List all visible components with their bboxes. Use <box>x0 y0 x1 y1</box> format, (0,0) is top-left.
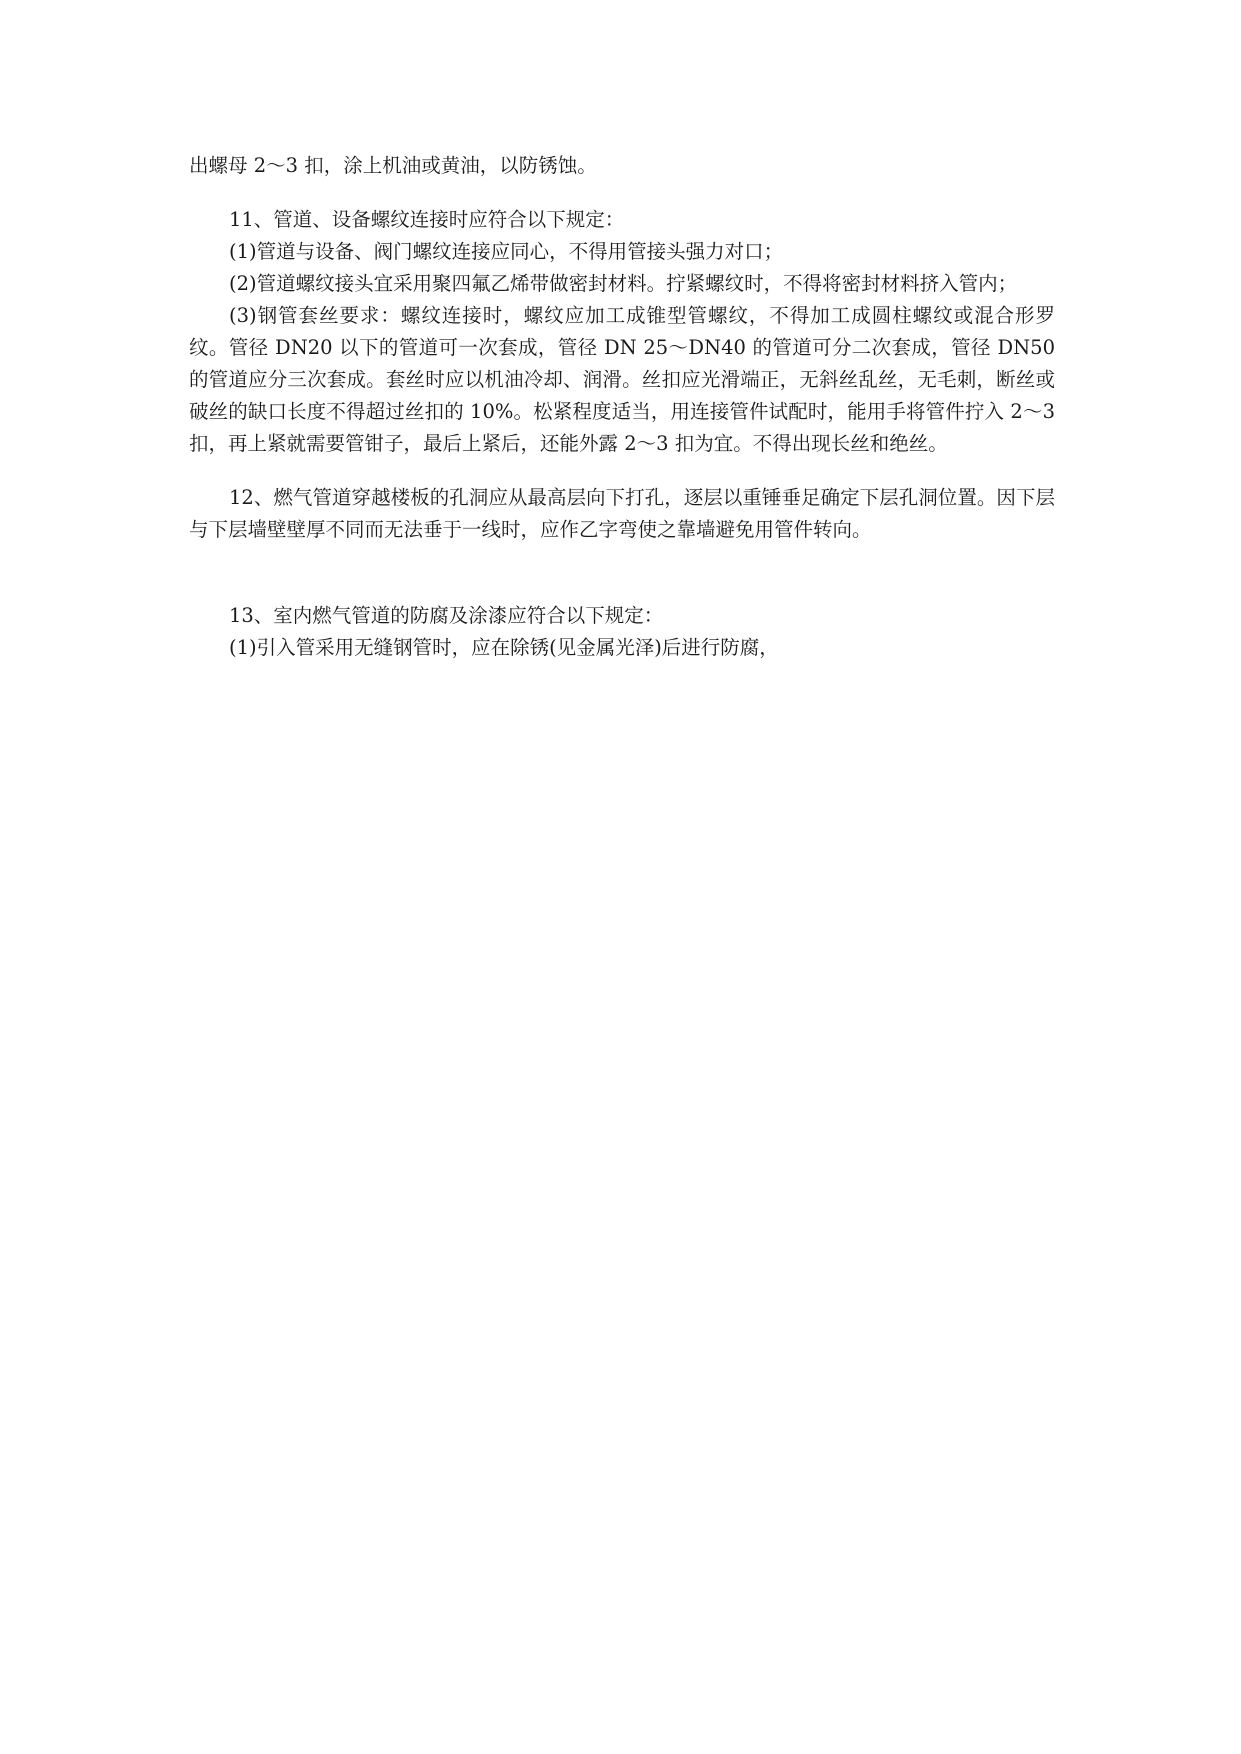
section-11-heading: 11、管道、设备螺纹连接时应符合以下规定： <box>228 208 625 231</box>
section-12-paragraph: 12、燃气管道穿越楼板的孔洞应从最高层向下打孔，逐层以重锤垂足确定下层孔洞位置。因下层与下层墙壁壁厚不同而无法垂于一线时，应作乙字弯使之靠墙避免用管件转向。 <box>189 486 1055 541</box>
paragraph-spacer <box>189 546 1055 600</box>
paragraph-spacer <box>189 460 1055 482</box>
document-body <box>189 150 1055 664</box>
section-11-item-2: (2)管道螺纹接头宜采用聚四氟乙烯带做密封材料。拧紧螺纹时，不得将密封材料挤入管内； <box>228 272 1018 295</box>
section-11-item-3: (3)钢管套丝要求：螺纹连接时，螺纹应加工成锥型管螺纹，不得加工成圆柱螺纹或混合形罗纹。管径 DN20 以下的管道可一次套成，管径 DN 25～DN40 的管道可分二次套成，管径 DN50 的管道应分三次套成。套丝时应以机油冷却、润滑。丝扣应光滑端正，无斜丝乱丝，无毛刺，断丝或破丝的缺口长度不得超过丝扣的 10%。松紧程度适当，用连接管件试配时，能用手将管件拧入 2～3 扣，再上紧就需要管钳子，最后上紧后，还能外露 2～3 扣为宜。不得出现长丝和绝丝。 <box>189 304 1055 455</box>
paragraph-spacer <box>189 182 1055 204</box>
section-13-item-1: (1)引入管采用无缝钢管时，应在除锈(见金属光泽)后进行防腐， <box>228 636 779 659</box>
section-13-heading: 13、室内燃气管道的防腐及涂漆应符合以下规定： <box>228 604 664 627</box>
section-11-item-1: (1)管道与设备、阀门螺纹连接应同心，不得用管接头强力对口； <box>228 240 784 263</box>
paragraph-continuation: 出螺母 2～3 扣，涂上机油或黄油，以防锈蚀。 <box>189 154 597 177</box>
